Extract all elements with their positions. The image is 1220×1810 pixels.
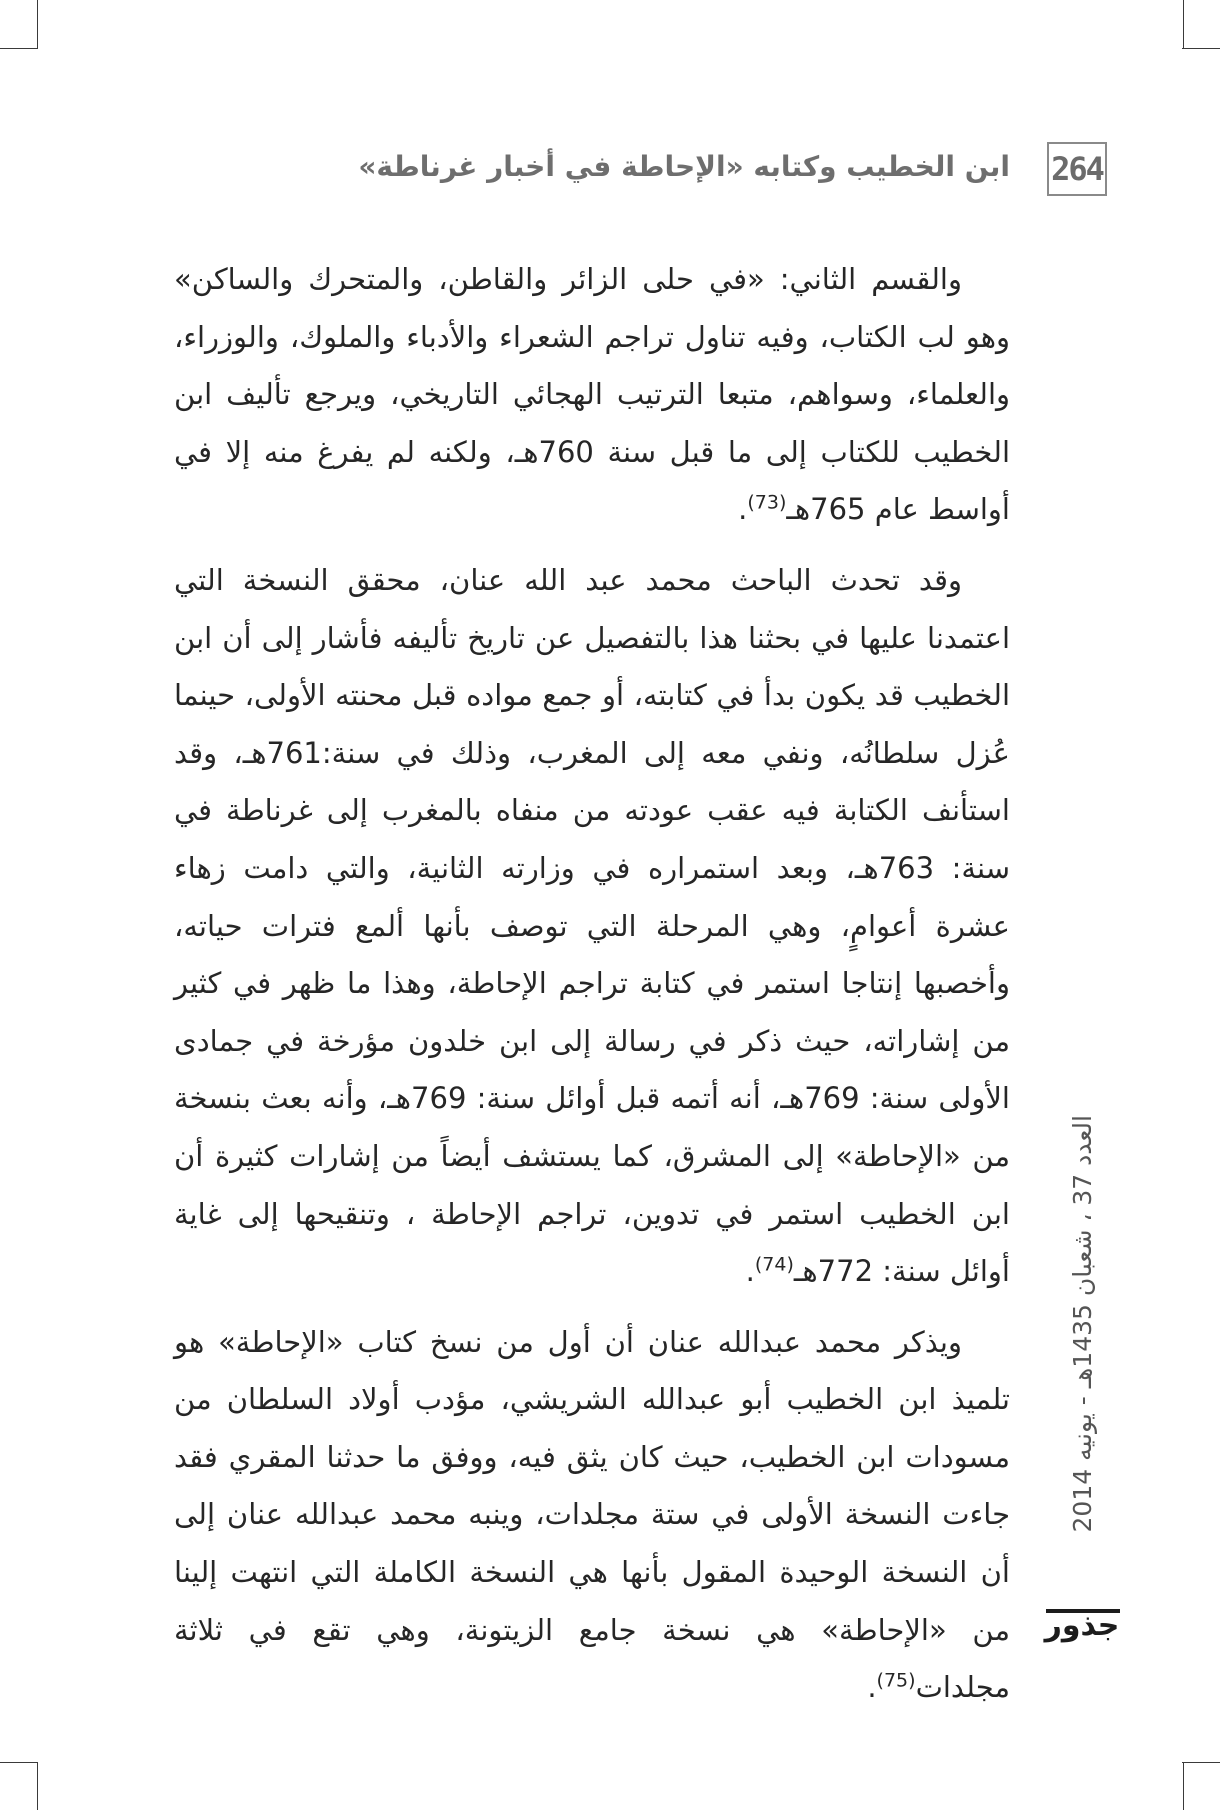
crop-mark-bottom-right-h [1182, 1762, 1220, 1763]
paragraph-2-text: وقد تحدث الباحث محمد عبد الله عنان، محقق النسخة التي اعتمدنا عليها في بحثنا هذا بالتفصيل عن تاريخ تأليفه فأشار إلى أن ابن الخطيب قد يكون بدأ في كتابته، أو جمع مواده قبل محنته الأولى، حينما عُزل سلطانُه، ونفي معه إلى المغرب، وذلك في سنة:761هـ، وقد استأنف الكتابة فيه عقب عودته من منفاه بالمغرب إلى غرناطة في سنة: 763هـ، وبعد استمراره في وزارته الثانية، والتي دامت زهاء عشرة أعوامٍ، وهي المرحلة التي توصف بأنها ألمع فترات حياته، وأخصبها إنتاجا استمر في كتابة تراجم الإحاطة، وهذا ما ظهر في كثير من إشاراته، حيث ذكر في رسالة إلى ابن خلدون مؤرخة في جمادى الأولى سنة: 769هـ، أنه أتمه قبل أوائل سنة: 769هـ، وأنه بعث بنسخة من «الإحاطة» إلى المشرق، كما يستشف أيضاً من إشارات كثيرة أن ابن الخطيب استمر في تدوين، تراجم الإحاطة ، وتنقيحها إلى غاية أوائل سنة: 772هـ [174, 562, 1010, 1289]
footnote-ref-73[interactable]: (73) [747, 491, 787, 514]
crop-mark-top-left-h [0, 48, 38, 49]
paragraph-3 [174, 1314, 1010, 1717]
crop-mark-top-left [37, 0, 38, 48]
paragraph-end: . [745, 1254, 755, 1289]
crop-mark-top-right [1183, 0, 1184, 48]
footnote-ref-74[interactable]: (74) [754, 1253, 794, 1276]
page-number: 264 [1047, 142, 1107, 196]
paragraph-1-text: والقسم الثاني: «في حلى الزائر والقاطن، والمتحرك والساكن» وهو لب الكتاب، وفيه تناول تراجم الشعراء والأدباء والملوك، والوزراء، والعلماء، وسواهم، متبعا الترتيب الهجائي التاريخي، ويرجع تأليف ابن الخطيب للكتاب إلى ما قبل سنة 760هـ، ولكنه لم يفرغ منه إلا في أواسط عام 765هـ [174, 262, 1011, 527]
issue-info: العدد 37 ، شعبان 1435هـ - يونيه 2014 [1068, 1115, 1097, 1533]
main-text [174, 251, 1010, 1717]
paragraph-end: . [738, 492, 748, 527]
paragraph-end: . [867, 1670, 877, 1705]
crop-mark-top-right-h [1182, 48, 1220, 49]
crop-mark-bottom-left [37, 1762, 38, 1810]
running-title: ابن الخطيب وكتابه «الإحاطة في أخبار غرناطة» [358, 150, 1010, 183]
paragraph-2 [174, 552, 1010, 1301]
crop-mark-bottom-right [1183, 1762, 1184, 1810]
journal-logo: جذور [1044, 1608, 1120, 1643]
paragraph-1 [174, 251, 1010, 539]
footnote-ref-75[interactable]: (75) [876, 1669, 916, 1692]
crop-mark-bottom-left-h [0, 1762, 38, 1763]
paragraph-3-text: ويذكر محمد عبدالله عنان أن أول من نسخ كتاب «الإحاطة» هو تلميذ ابن الخطيب أبو عبدالله الشريشي، مؤدب أولاد السلطان من مسودات ابن الخطيب، حيث كان يثق فيه، ووفق ما حدثنا المقري فقد جاءت النسخة الأولى في ستة مجلدات، وينبه محمد عبدالله عنان إلى أن النسخة الوحيدة المقول بأنها هي النسخة الكاملة التي انتهت إلينا من «الإحاطة» هي نسخة جامع الزيتونة، وهي تقع في ثلاثة مجلدات [174, 1324, 1010, 1705]
